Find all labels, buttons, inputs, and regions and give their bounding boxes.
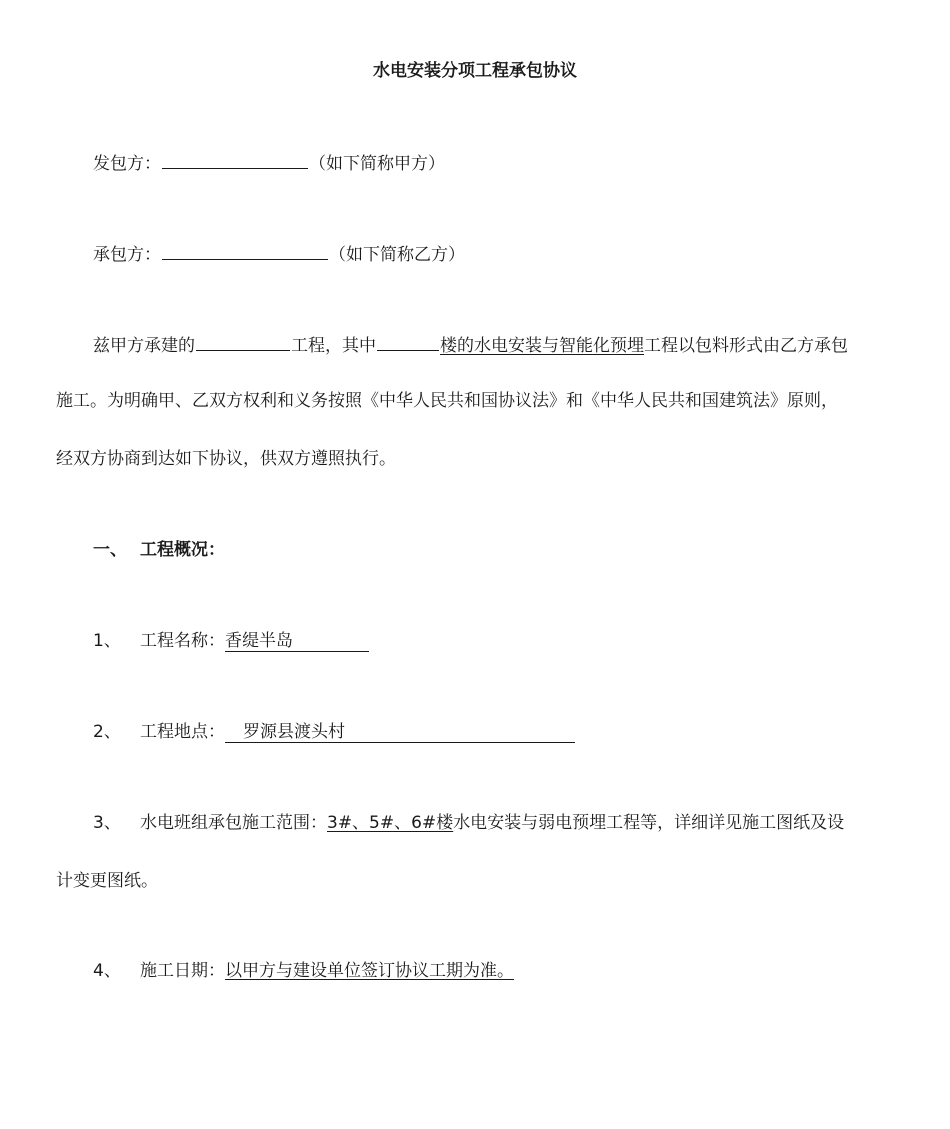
- intro-line-3: 经双方协商到达如下协议，供双方遵照执行。: [56, 449, 396, 469]
- item-2-value: 罗源县渡头村: [225, 722, 575, 743]
- item-1-label: 工程名称：: [140, 631, 225, 651]
- item-3-label: 水电班组承包施工范围：: [140, 813, 327, 833]
- intro-p1-a: 兹甲方承建的: [93, 336, 195, 356]
- item-1: [93, 630, 369, 652]
- intro-p1-b: 工程，其中: [291, 336, 376, 356]
- party-b-suffix: （如下简称乙方）: [329, 245, 465, 265]
- building-blank[interactable]: [377, 332, 439, 351]
- item-1-value: 香缇半岛: [225, 631, 369, 652]
- item-2: [93, 721, 575, 743]
- intro-line-2: 施工。为明确甲、乙双方权利和义务按照《中华人民共和国协议法》和《中华人民共和国建筑法》原则，: [56, 391, 838, 411]
- item-4-value: 以甲方与建设单位签订协议工期为准。: [225, 961, 514, 981]
- intro-p1-d: 水电安装与智能化预埋: [474, 336, 644, 356]
- item-2-number: 2、: [93, 722, 121, 742]
- item-3-rest: 水电安装与弱电预埋工程等，详细详见施工图纸及设: [453, 813, 845, 833]
- item-4-label: 施工日期：: [140, 961, 225, 981]
- party-a-line: [93, 150, 445, 175]
- document-title: 水电安装分项工程承包协议: [373, 61, 577, 81]
- party-a-label: 发包方：: [93, 154, 161, 174]
- intro-p1-e: 工程以包料形式由乙方承包: [644, 336, 848, 356]
- item-4-number: 4、: [93, 961, 121, 981]
- party-b-label: 承包方：: [93, 245, 161, 265]
- intro-line-1: [93, 332, 848, 357]
- section-1-heading: [93, 539, 225, 561]
- section-1-title: 工程概况：: [140, 540, 225, 560]
- party-b-blank[interactable]: [162, 241, 328, 260]
- item-3: [93, 812, 844, 834]
- item-3-value: 3#、5#、6#楼: [327, 813, 454, 833]
- section-1-number: 一、: [93, 540, 127, 560]
- item-3-number: 3、: [93, 813, 121, 833]
- item-4: [93, 960, 514, 982]
- party-a-suffix: （如下简称甲方）: [309, 154, 445, 174]
- party-a-blank[interactable]: [162, 150, 308, 169]
- intro-p1-c: 楼的: [440, 336, 474, 356]
- item-1-number: 1、: [93, 631, 121, 651]
- item-2-label: 工程地点：: [140, 722, 225, 742]
- item-3-continuation: 计变更图纸。: [56, 871, 158, 891]
- party-b-line: [93, 241, 465, 266]
- project-name-blank[interactable]: [196, 332, 290, 351]
